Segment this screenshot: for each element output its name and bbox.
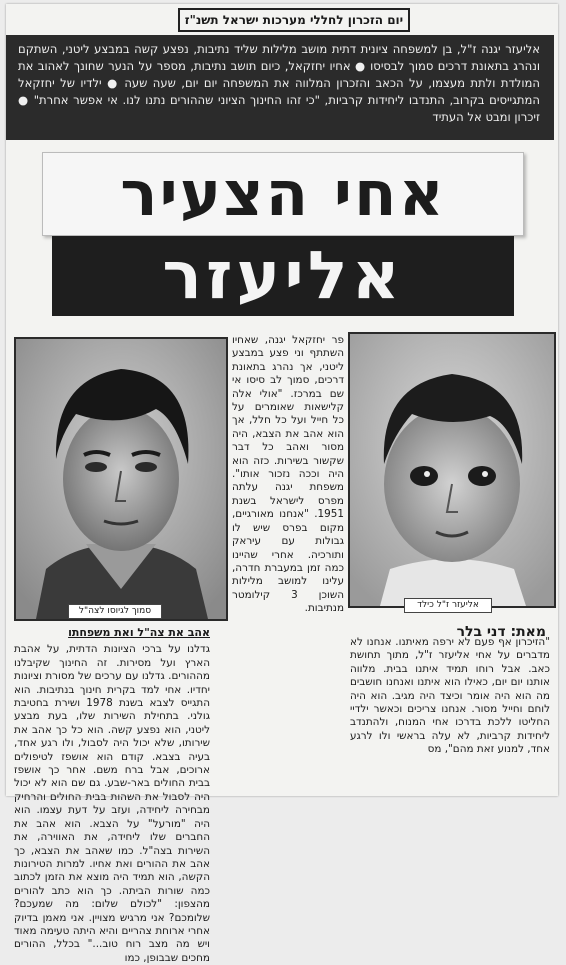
- soldier-photo: [14, 337, 228, 621]
- intro-text: אליעזר יגנה ז"ל, בן למשפחה ציונית דתית מושב מלילות שליד נתיבות, נפצע קשה במבצע ליטני, השתקם ונהרג בתאונת דרכים סמוך לבסיסו ● אחיו יחזקאל, כיום תושב נתיבות, מספר על הנער שחונך לאהוב את המולדת ולתת מעצמו, על הכאב והזכרון המלווה את המשפחה יום יום, שעה שעה ● ילדיו של יחזקאל המתגייסים בקרוב, התנדבו ליחידות קרביות, "כי זהו החינוך הציוני שההורים נתנו לנו. אי אפשר אחרת" ● זיכרון ומבט אל העתיד: [18, 42, 540, 124]
- article-text-left: גדלנו על ברכי הציונות הדתית, על אהבת הארץ ועל מסירות. זה החינוך שקיבלנו מההורים. גדלנו עם ערכים של מסורת וציונות יחדיו. אחי למד בקרית חינוך בנתיבות. הוא התגייס לצבא בשנת 1978 ושירת בחטיבת גולני. בתחילת השירות שלו, בעת מבצע ליטני, הוא נפצע קשה. הוא כל כך אהב את שירותו, שלא יכול היה לסבול, ולו רגע אחד, בעיה בצבא. קודם הוא אושפז לטיפולים ארוכים, אבל ברח משם. אחר כך אושפז בבית החולים באר-שבע. גם שם הוא לא יכול היה לסבול את השהות בבית החולים והרחיק מבחירה ליחידה, ועזב על דעת עצמו. הוא היה "מורעל" על הצבא. הוא אהב את החברים שלו ליחידה, את האווירה, את השירות בצה"ל. כמו שאהב את הצבא, כך אהב את ההורים ואת אחיו. למרות הטירונות הקשה, הוא תמיד היה מוצא את הזמן לכתוב כמה שורות הביתה. כך הוא כתב להורים מהצפון: "לכולם שלום: מה שמעכם? שלומכם? אני מרגיש מצויין. אני מאמן בדיוק אחרי ארוחת צהריים והיא היתה טעימה מאוד ויש מה מצב רוח טוב..." בכלל, ההורים מחכים שבבופן, כמו: [14, 643, 210, 964]
- header-title: יום הזכרון לחללי מערכות ישראל תשנ"ז: [178, 8, 410, 32]
- headline-line2: אליעזר: [52, 236, 514, 316]
- article-text-right: "הזיכרון אף פעם לא ירפה מאיתנו. אנחנו לא מדברים על אחי אליעזר ז"ל, מתוך תחושת כאב. אבל רוחו תמיד איתנו בבית. מלווה אותנו יום יום, כאילו הוא איתנו ואנחנו חושבים מה הוא היה אומר וכיצד היה מגיב. הוא היה לוחם וחייל מסור. אנחנו צריכים וכאשר ילדיי החליטו ללכת בדרכו אחי המנוח, ולהתנדב ליחידות קרביות, לא עלה בראשי ולו לרגע אחד, למנוע זאת מהם", מס: [350, 636, 550, 756]
- newspaper-page: [6, 4, 558, 964]
- article-column-left: [14, 622, 210, 965]
- intro-box: [6, 35, 554, 140]
- section-subheading: אהב את צה"ל ואת משפחתו: [68, 626, 210, 639]
- byline: מאת: דני בלר: [386, 621, 546, 643]
- article-column-right: [350, 636, 550, 757]
- child-photo: [348, 332, 556, 608]
- soldier-photo-caption: סמוך לגיוסו לצה"ל: [68, 604, 162, 619]
- headline-line1: אחי הצעיר: [42, 152, 524, 236]
- child-portrait-image: [350, 334, 554, 606]
- soldier-portrait-image: [16, 339, 226, 619]
- article-text-middle: פר יחזקאל יגנה, שאחיו השתתף וני פצע במבצע ליטני, אך נהרג בתאונת דרכים, סמוך לב סיסו אי שם במרכז. "אולי אלה קלישאות שאומרים על כל חייל ועל כל חלל, אך הוא אהב את הצבא, היה מסור ואהב כל דבר שקשור בשירות. כזה הוא היה וככה נזכור אותו". משפחת יגנה עלתה מפרס לישראל בשנת 1951. "אנחנו מאורגיים, מקום בפרס שיש לו גבולות עם עיראק ותורכיה. אחרי שהיינו כמה זמן במעברת חדרה, עלינו למושב מלילות השוכן 3 קילומטר מנתיבות.: [232, 334, 344, 615]
- article-column-middle: [232, 334, 344, 616]
- child-photo-caption: אליעזר ז"ל כילד: [404, 598, 492, 613]
